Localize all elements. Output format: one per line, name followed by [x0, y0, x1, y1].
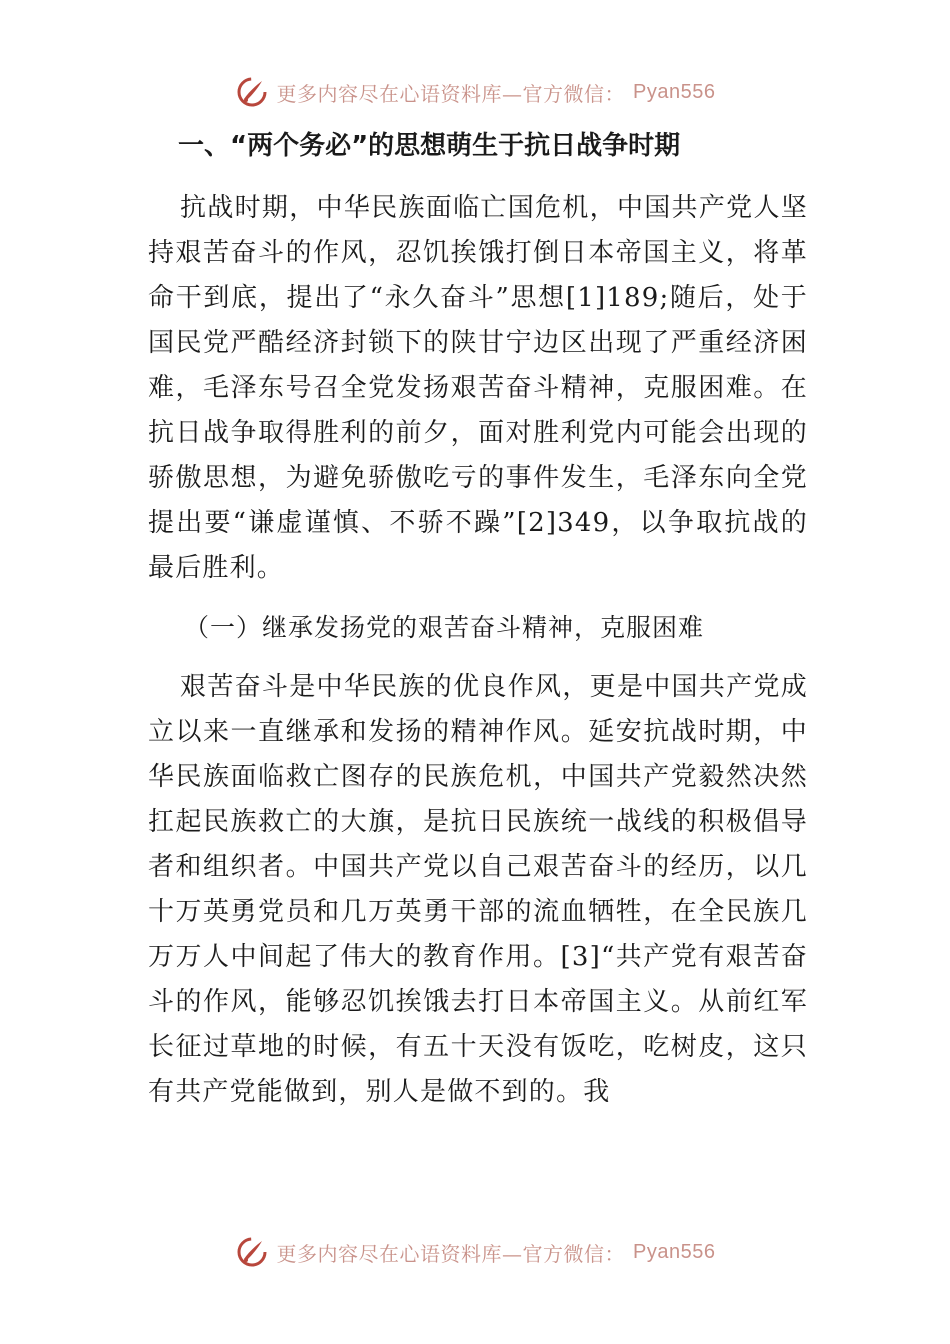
watermark-account: Pyan556: [633, 1240, 716, 1263]
paragraph-1: 抗战时期，中华民族面临亡国危机，中国共产党人坚持艰苦奋斗的作风，忍饥挨饿打倒日本帝国主义，将革命干到底，提出了“永久奋斗”思想[1]189;随后，处于国民党严酷经济封锁下的陕甘宁边区出现了严重经济困难，毛泽东号召全党发扬艰苦奋斗精神，克服困难。在抗日战争取得胜利的前夕，面对胜利党内可能会出现的骄傲思想，为避免骄傲吃亏的事件发生，毛泽东向全党提出要“谦虚谨慎、不骄不躁”[2]349，以争取抗战的最后胜利。: [148, 193, 808, 583]
subsection-heading: （一）继承发扬党的艰苦奋斗精神，克服困难: [184, 613, 705, 642]
brush-circle-logo-icon: [235, 75, 269, 109]
watermark-header: [0, 72, 950, 112]
document-body: [148, 124, 808, 1115]
paragraph-2: 艰苦奋斗是中华民族的优良作风，更是中国共产党成立以来一直继承和发扬的精神作风。延安抗战时期，中华民族面临救亡图存的民族危机，中国共产党毅然决然扛起民族救亡的大旗，是抗日民族统一战线的积极倡导者和组织者。中国共产党以自己艰苦奋斗的经历，以几十万英勇党员和几万英勇干部的流血牺牲，在全民族几万万人中间起了伟大的教育作用。[3]“共产党有艰苦奋斗的作风，能够忍饥挨饿去打日本帝国主义。从前红军长征过草地的时候，有五十天没有饭吃，吃树皮，这只有共产党能做到，别人是做不到的。我: [148, 672, 808, 1107]
watermark-account: Pyan556: [633, 80, 716, 103]
watermark-footer: [0, 1232, 950, 1272]
section-heading: 一、“两个务必”的思想萌生于抗日战争时期: [178, 131, 681, 161]
watermark-text: 更多内容尽在心语资料库—官方微信：: [276, 81, 626, 106]
watermark-text: 更多内容尽在心语资料库—官方微信：: [276, 1241, 626, 1266]
brush-circle-logo-icon: [235, 1235, 269, 1269]
